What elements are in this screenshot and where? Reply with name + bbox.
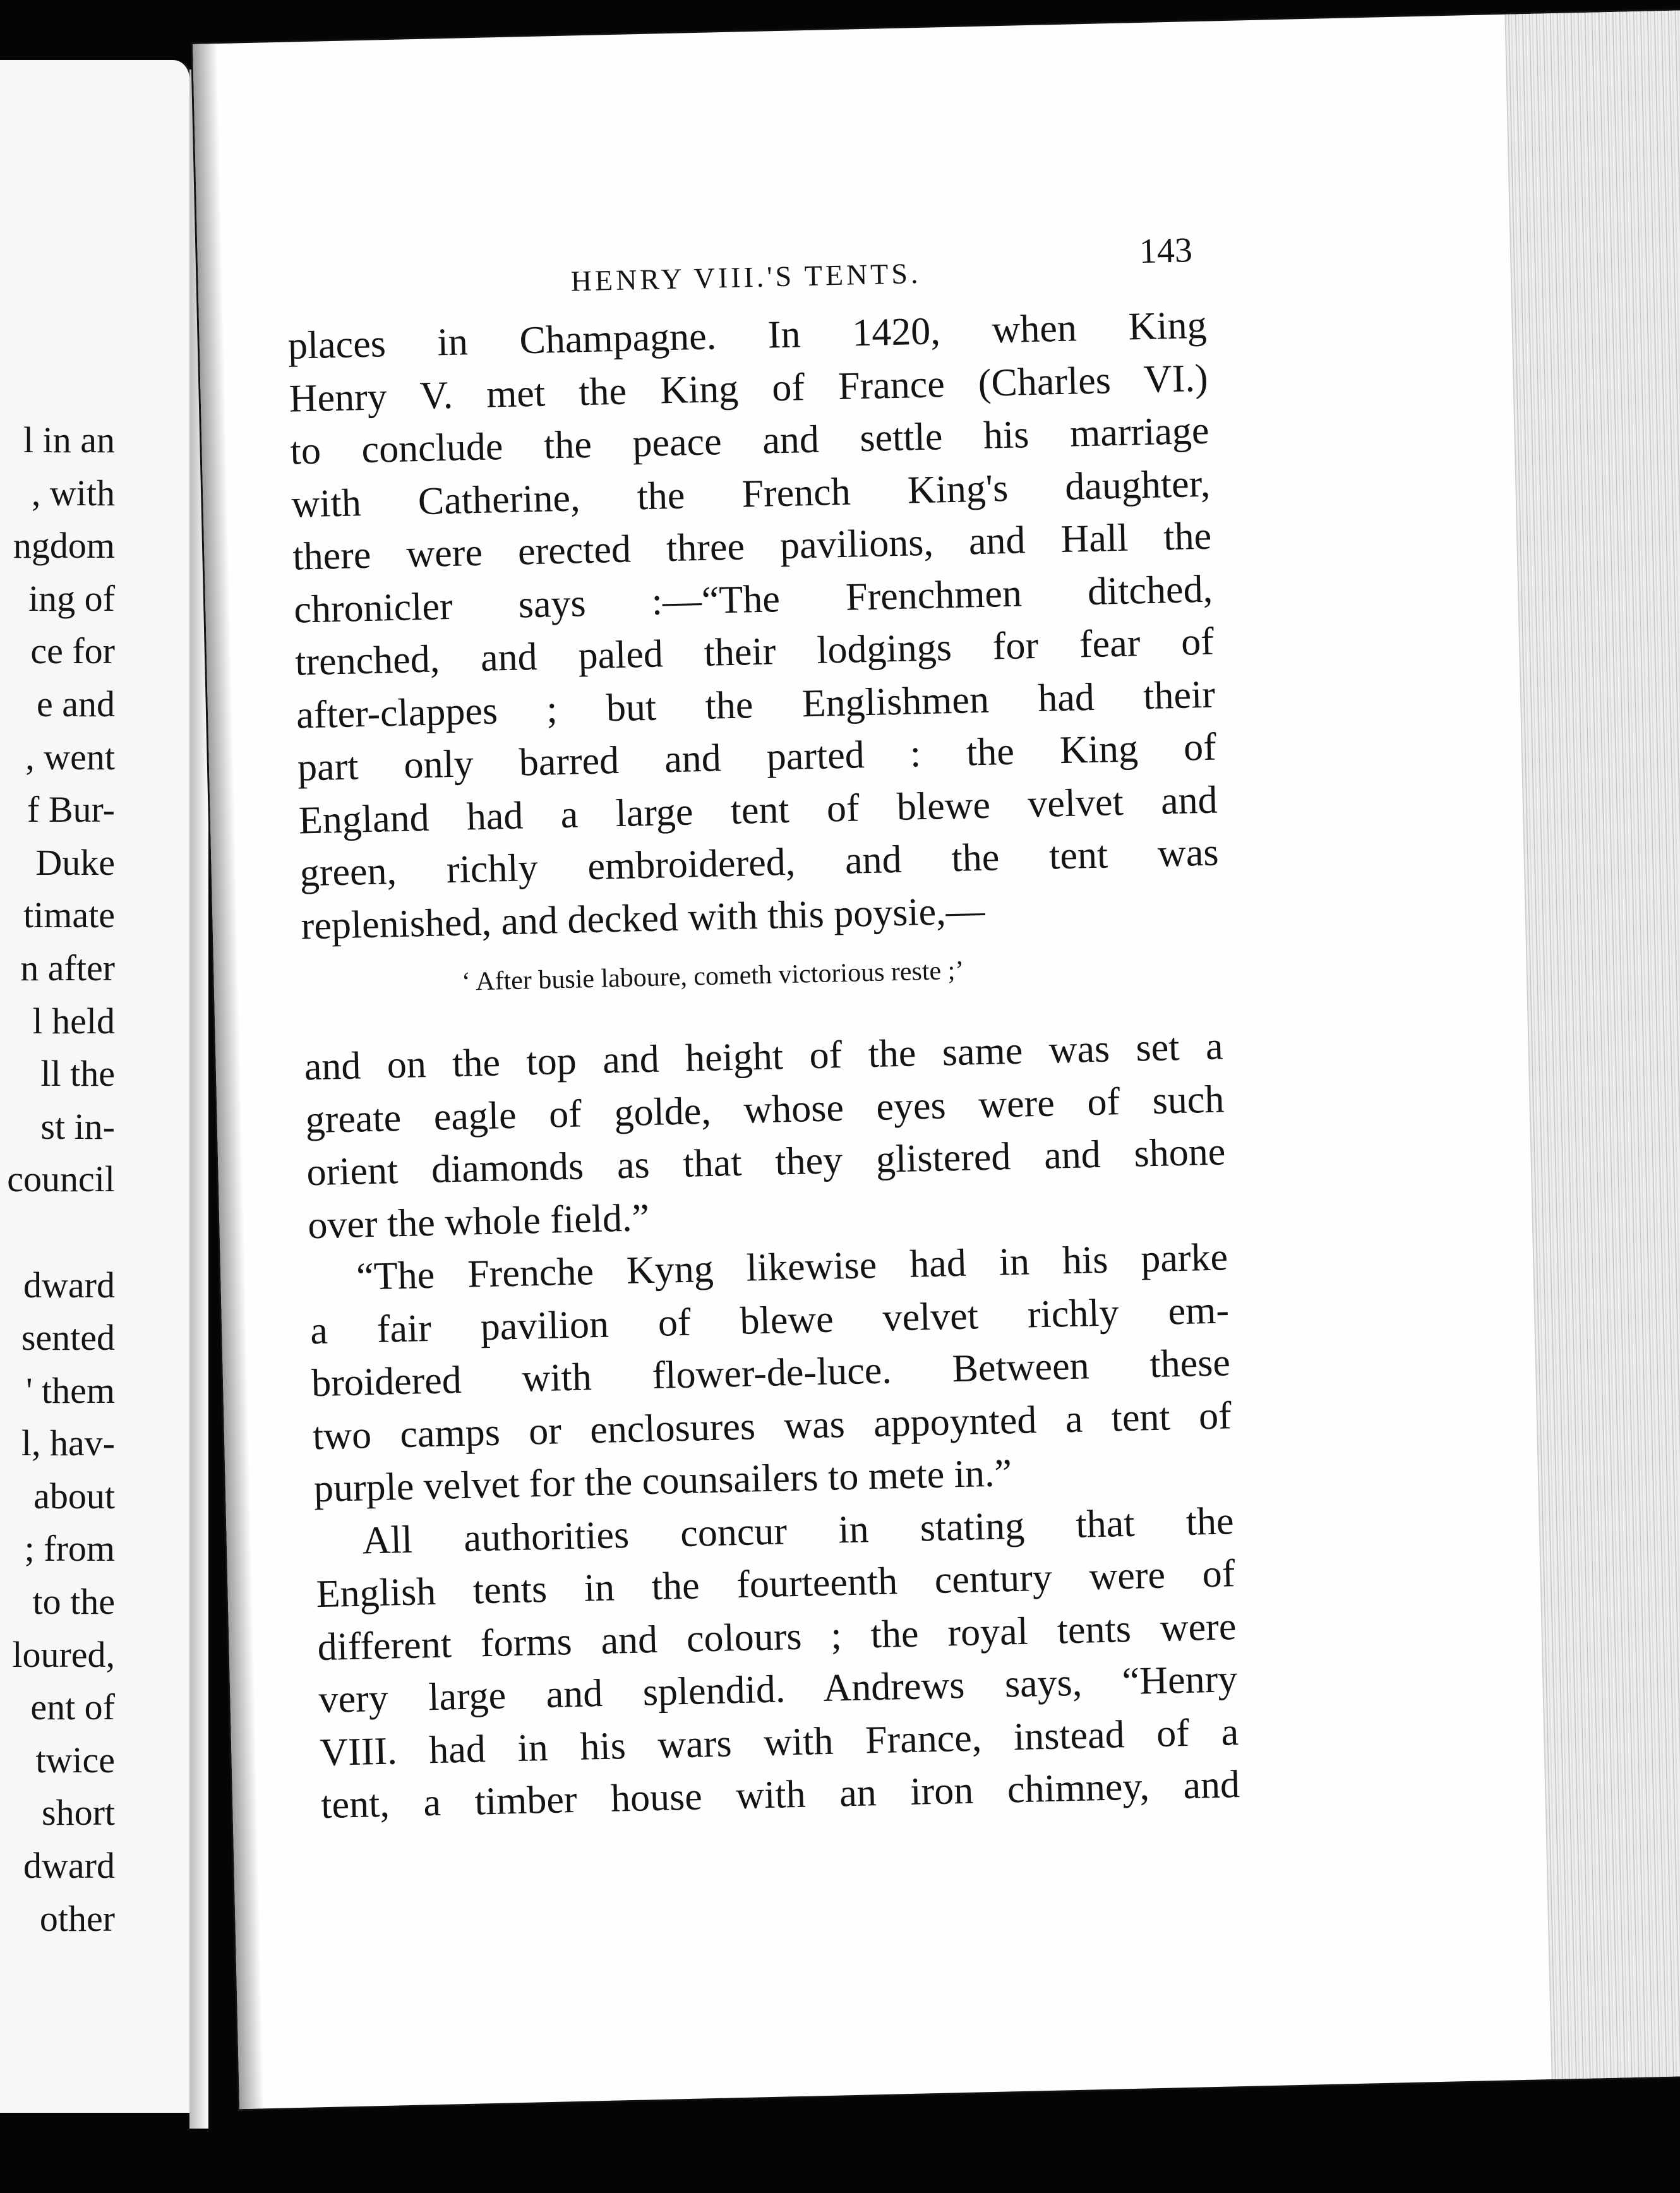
paragraph-2 <box>308 1231 1233 1515</box>
left-page-line: Duke <box>35 841 115 883</box>
text-line: broidered with flower-de-luce. Between these <box>311 1341 1231 1405</box>
page-edges <box>1504 9 1680 2079</box>
text-line: VIII. had in his wars with France, instead of a <box>319 1710 1239 1774</box>
left-page-line <box>0 1206 115 1259</box>
left-page-line: sented <box>21 1317 115 1359</box>
text-line: over the whole field.” <box>307 1196 650 1247</box>
paragraph-1-continued <box>304 1020 1227 1252</box>
right-page <box>193 9 1680 2109</box>
left-page-line: short <box>42 1792 115 1834</box>
left-page-line: dward <box>23 1845 115 1887</box>
text-line: very large and splendid. Andrews says, “Henry <box>318 1657 1238 1722</box>
motto-quote: ‘ After busie laboure, cometh victorious reste ;’ <box>461 956 964 997</box>
text-line: places in Champagne. In 1420, when King <box>287 303 1208 368</box>
left-page-line: ; from <box>24 1528 115 1570</box>
left-page-line: l, hav- <box>21 1422 115 1464</box>
text-line: a fair pavilion of blewe velvet richly em- <box>309 1288 1230 1352</box>
text-line: orient diamonds as that they glistered and shone <box>306 1130 1226 1194</box>
left-page-line: ll the <box>40 1053 115 1095</box>
left-page-line: l held <box>32 1000 115 1042</box>
left-page-line: dward <box>23 1264 115 1306</box>
text-line: green, richly embroidered, and the tent was <box>299 831 1220 895</box>
text-line: purple velvet for the counsailers to mete in.” <box>313 1451 1012 1511</box>
text-line: with Catherine, the French King's daughter, <box>291 462 1211 526</box>
left-page-line: e and <box>37 683 115 724</box>
left-page-line: timate <box>23 894 115 936</box>
left-page-line: l in an <box>23 419 115 460</box>
left-page-line: council <box>7 1158 115 1200</box>
text-line: two camps or enclosures was appoynted a tent of <box>312 1393 1232 1458</box>
left-page-line: loured, <box>12 1633 115 1675</box>
left-page-line: f Bur- <box>27 789 115 831</box>
left-page-line: ent of <box>30 1686 115 1728</box>
text-line: England had a large tent of blewe velvet and <box>298 778 1218 842</box>
paragraph-1 <box>287 299 1220 953</box>
left-page-line: ' them <box>26 1369 115 1411</box>
text-line: English tents in the fourteenth century were of <box>315 1552 1236 1616</box>
text-line: and on the top and height of the same was set a <box>304 1024 1224 1089</box>
left-page-line: other <box>39 1897 115 1939</box>
text-line: “The Frenche Kyng likewise had in his parke <box>356 1235 1228 1299</box>
left-page-line: to the <box>32 1581 115 1623</box>
text-line: to conclude the peace and settle his marriage <box>289 409 1210 473</box>
text-line: different forms and colours ; the royal tents were <box>316 1604 1237 1669</box>
text-line: replenished, and decked with this poysie,— <box>300 889 986 947</box>
text-line: Henry V. met the King of France (Charles VI.) <box>288 356 1209 421</box>
text-line: after-clappes ; but the Englishmen had their <box>296 673 1216 737</box>
left-page-line: ce for <box>30 630 115 672</box>
text-line: chronicler says :—“The Frenchmen ditched, <box>293 567 1213 632</box>
left-page-text <box>0 414 115 1945</box>
text-line: All authorities concur in stating that the <box>362 1499 1235 1563</box>
left-page-line: twice <box>35 1739 115 1781</box>
left-page-line: , with <box>31 472 115 514</box>
left-page-line: st in- <box>40 1105 115 1147</box>
page-number: 143 <box>1139 231 1193 272</box>
text-line: tent, a timber house with an iron chimney, and <box>320 1763 1240 1827</box>
left-page-line: about <box>33 1475 115 1517</box>
left-page-line: n after <box>20 947 115 988</box>
running-title: HENRY VIII.'S TENTS. <box>570 256 921 297</box>
left-page-line: ing of <box>28 577 115 619</box>
text-line: there were erected three pavilions, and Hall the <box>292 514 1212 579</box>
text-line: part only barred and parted : the King of <box>297 725 1217 790</box>
left-page-line: , went <box>25 736 115 778</box>
text-line: greate eagle of golde, whose eyes were of such <box>304 1077 1225 1141</box>
left-page-line: ngdom <box>13 525 115 567</box>
left-page <box>0 60 192 2113</box>
page-text-block <box>285 211 1240 1832</box>
paragraph-3 <box>315 1495 1240 1832</box>
text-line: trenched, and paled their lodgings for fear of <box>294 620 1215 684</box>
